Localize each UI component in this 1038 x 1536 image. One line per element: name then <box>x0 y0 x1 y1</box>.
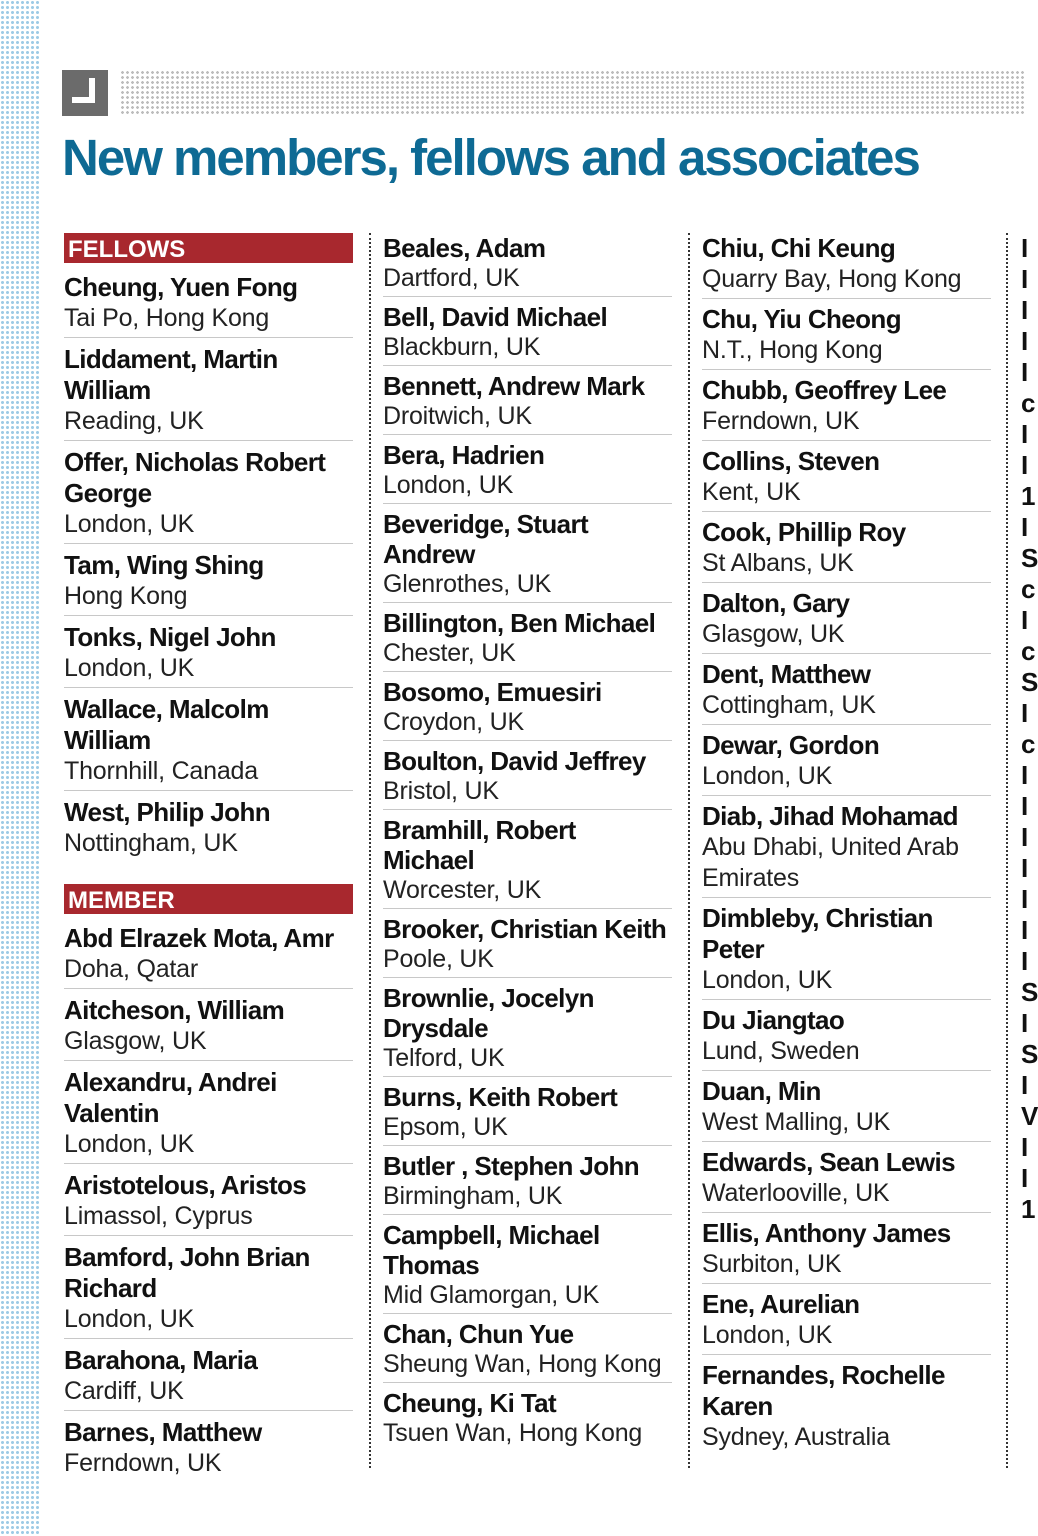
entry-location: Ferndown, UK <box>64 1449 222 1477</box>
entry-location: West Malling, UK <box>702 1108 891 1136</box>
entry-location: Bristol, UK <box>383 777 499 805</box>
entry-name: Bennett, Andrew Mark <box>383 371 645 401</box>
entry-location: Poole, UK <box>383 945 494 973</box>
list-item <box>383 233 672 297</box>
list-item <box>64 272 353 338</box>
list-item <box>702 1289 991 1355</box>
corner-arrow-icon <box>62 70 108 116</box>
cutoff-stub: I <box>1021 295 1029 325</box>
entry-name: Edwards, Sean Lewis <box>702 1147 956 1177</box>
list-item <box>383 1082 672 1146</box>
list-item <box>64 923 353 989</box>
list-item <box>383 983 672 1077</box>
column-divider <box>1006 233 1008 1468</box>
list-item <box>383 815 672 909</box>
list-item <box>702 375 991 441</box>
column-2 <box>383 233 672 1473</box>
entry-location: Epsom, UK <box>383 1113 508 1141</box>
entry-location: Worcester, UK <box>383 876 542 904</box>
entry-location: London, UK <box>702 966 833 994</box>
entry-location: London, UK <box>702 1321 833 1349</box>
list-item <box>702 517 991 583</box>
cutoff-stub: S <box>1021 1039 1038 1069</box>
entry-location: Reading, UK <box>64 407 204 435</box>
column-4-cutoff <box>1021 233 1038 1473</box>
entry-name: Offer, Nicholas Robert George <box>64 447 326 508</box>
cutoff-stub: I <box>1021 605 1029 635</box>
column-divider <box>688 233 690 1468</box>
entry-location: Sydney, Australia <box>702 1423 890 1451</box>
list-item <box>64 622 353 688</box>
entry-location: Glenrothes, UK <box>383 570 552 598</box>
cutoff-stub: I <box>1021 1163 1029 1193</box>
fellows-list <box>64 272 353 862</box>
list-item <box>702 446 991 512</box>
entry-location: Telford, UK <box>383 1044 505 1072</box>
list-item <box>64 1417 353 1482</box>
entry-name: Dewar, Gordon <box>702 730 880 760</box>
entry-location: Cardiff, UK <box>64 1377 184 1405</box>
entry-name: Fernandes, Rochelle Karen <box>702 1360 945 1421</box>
list-item <box>64 550 353 616</box>
list-item <box>383 440 672 504</box>
cutoff-stub: I <box>1021 915 1029 945</box>
cutoff-stub: I <box>1021 698 1029 728</box>
entry-name: Campbell, Michael Thomas <box>383 1220 600 1280</box>
entry-location: London, UK <box>702 762 833 790</box>
entry-name: Duan, Min <box>702 1076 821 1106</box>
entry-location: Glasgow, UK <box>702 620 845 648</box>
list-item <box>702 588 991 654</box>
cutoff-stub: I <box>1021 1132 1029 1162</box>
entry-name: Dalton, Gary <box>702 588 850 618</box>
entry-location: Hong Kong <box>64 582 188 610</box>
list-item <box>64 1345 353 1411</box>
list-item <box>64 447 353 544</box>
list-item <box>64 1242 353 1339</box>
cutoff-stub: S <box>1021 667 1038 697</box>
entry-name: Chu, Yiu Cheong <box>702 304 901 334</box>
entry-name: Brooker, Christian Keith <box>383 914 667 944</box>
entry-location: Quarry Bay, Hong Kong <box>702 265 962 293</box>
entry-name: Alexandru, Andrei Valentin <box>64 1067 277 1128</box>
cutoff-stub: I <box>1021 419 1029 449</box>
list-item <box>383 1319 672 1383</box>
section-header-fellows: FELLOWS <box>64 233 353 263</box>
entry-name: Wallace, Malcolm William <box>64 694 269 755</box>
list-item <box>702 304 991 370</box>
entry-location: Sheung Wan, Hong Kong <box>383 1350 662 1378</box>
cutoff-stubs <box>1021 233 1038 1225</box>
list-item <box>383 1388 672 1451</box>
entry-location: Chester, UK <box>383 639 516 667</box>
cutoff-stub: V <box>1021 1101 1038 1131</box>
cutoff-stub: I <box>1021 791 1029 821</box>
entry-location: Abu Dhabi, United Arab Emirates <box>702 833 959 892</box>
list-item <box>702 659 991 725</box>
list-item <box>702 1360 991 1456</box>
entry-name: Cook, Phillip Roy <box>702 517 906 547</box>
entry-name: Bamford, John Brian Richard <box>64 1242 310 1303</box>
list-item <box>383 1151 672 1215</box>
entry-location: Dartford, UK <box>383 264 520 292</box>
list-item <box>702 1076 991 1142</box>
entry-location: Birmingham, UK <box>383 1182 563 1210</box>
page-title: New members, fellows and associates <box>62 129 919 186</box>
entry-name: Bramhill, Robert Michael <box>383 815 576 875</box>
cutoff-stub: I <box>1021 264 1029 294</box>
list-item <box>64 995 353 1061</box>
entry-location: Waterlooville, UK <box>702 1179 890 1207</box>
entry-name: Beveridge, Stuart Andrew <box>383 509 589 569</box>
entry-location: Glasgow, UK <box>64 1027 207 1055</box>
entry-name: Barahona, Maria <box>64 1345 258 1375</box>
members-list <box>383 233 672 1451</box>
entry-name: Chubb, Geoffrey Lee <box>702 375 947 405</box>
cutoff-stub: I <box>1021 512 1029 542</box>
entry-name: Cheung, Yuen Fong <box>64 272 298 302</box>
list-item <box>64 797 353 862</box>
column-1 <box>64 233 353 1477</box>
cutoff-stub: I <box>1021 1008 1029 1038</box>
entry-name: Bosomo, Emuesiri <box>383 677 602 707</box>
entry-location: London, UK <box>64 654 195 682</box>
entry-name: West, Philip John <box>64 797 271 827</box>
entry-location: Limassol, Cyprus <box>64 1202 253 1230</box>
entry-name: Dent, Matthew <box>702 659 871 689</box>
cutoff-stub: I <box>1021 946 1029 976</box>
cutoff-stub: c <box>1021 574 1036 604</box>
entry-name: Du Jiangtao <box>702 1005 845 1035</box>
entry-name: Brownlie, Jocelyn Drysdale <box>383 983 594 1043</box>
cutoff-stub: I <box>1021 1070 1029 1100</box>
entry-location: Lund, Sweden <box>702 1037 860 1065</box>
entry-location: Surbiton, UK <box>702 1250 842 1278</box>
header-dot-band <box>120 70 1024 116</box>
cutoff-stub: 1 <box>1021 1194 1036 1224</box>
cutoff-stub: I <box>1021 760 1029 790</box>
cutoff-stub: S <box>1021 977 1038 1007</box>
entry-name: Bera, Hadrien <box>383 440 545 470</box>
list-item <box>702 1147 991 1213</box>
entry-name: Dimbleby, Christian Peter <box>702 903 933 964</box>
entry-name: Tam, Wing Shing <box>64 550 264 580</box>
entry-name: Aitcheson, William <box>64 995 285 1025</box>
entry-location: Croydon, UK <box>383 708 524 736</box>
list-item <box>383 608 672 672</box>
list-item <box>383 746 672 810</box>
entry-location: London, UK <box>64 510 195 538</box>
list-item <box>64 344 353 441</box>
section-header-member: MEMBER <box>64 884 353 914</box>
entry-location: N.T., Hong Kong <box>702 336 883 364</box>
entry-name: Beales, Adam <box>383 233 546 263</box>
entry-name: Tonks, Nigel John <box>64 622 276 652</box>
entry-location: London, UK <box>64 1305 195 1333</box>
entry-location: Droitwich, UK <box>383 402 532 430</box>
cutoff-stub: c <box>1021 729 1036 759</box>
entry-name: Liddament, Martin William <box>64 344 278 405</box>
column-3 <box>702 233 991 1473</box>
list-item <box>702 233 991 299</box>
cutoff-stub: 1 <box>1021 481 1036 511</box>
entry-name: Abd Elrazek Mota, Amr <box>64 923 334 953</box>
entry-location: Thornhill, Canada <box>64 757 258 785</box>
entry-location: London, UK <box>383 471 514 499</box>
list-item <box>702 903 991 1000</box>
entry-location: Doha, Qatar <box>64 955 198 983</box>
entry-name: Ene, Aurelian <box>702 1289 860 1319</box>
entry-name: Bell, David Michael <box>383 302 608 332</box>
list-item <box>383 1220 672 1314</box>
entry-location: Blackburn, UK <box>383 333 541 361</box>
cutoff-stub: I <box>1021 357 1029 387</box>
list-item <box>383 302 672 366</box>
list-item <box>383 371 672 435</box>
entry-name: Aristotelous, Aristos <box>64 1170 307 1200</box>
list-item <box>383 509 672 603</box>
list-item <box>383 677 672 741</box>
entry-location: Kent, UK <box>702 478 801 506</box>
cutoff-stub: I <box>1021 326 1029 356</box>
entry-location: Tsuen Wan, Hong Kong <box>383 1419 643 1447</box>
cutoff-stub: c <box>1021 636 1036 666</box>
entry-name: Chan, Chun Yue <box>383 1319 574 1349</box>
entry-location: St Albans, UK <box>702 549 854 577</box>
list-item <box>702 1005 991 1071</box>
cutoff-stub: I <box>1021 884 1029 914</box>
entry-location: Cottingham, UK <box>702 691 876 719</box>
entry-location: Ferndown, UK <box>702 407 860 435</box>
members-list <box>702 233 991 1456</box>
list-item <box>383 914 672 978</box>
entry-location: Nottingham, UK <box>64 829 238 857</box>
entry-name: Cheung, Ki Tat <box>383 1388 557 1418</box>
entry-name: Collins, Steven <box>702 446 880 476</box>
entry-name: Diab, Jihad Mohamad <box>702 801 958 831</box>
entry-name: Barnes, Matthew <box>64 1417 262 1447</box>
entry-location: Mid Glamorgan, UK <box>383 1281 600 1309</box>
cutoff-stub: c <box>1021 388 1036 418</box>
cutoff-stub: I <box>1021 853 1029 883</box>
list-item <box>64 694 353 791</box>
left-dot-strip <box>0 0 40 1536</box>
list-item <box>702 801 991 898</box>
column-divider <box>369 233 371 1468</box>
entry-name: Billington, Ben Michael <box>383 608 656 638</box>
entry-location: Tai Po, Hong Kong <box>64 304 270 332</box>
entry-name: Boulton, David Jeffrey <box>383 746 646 776</box>
cutoff-stub: I <box>1021 450 1029 480</box>
entry-location: London, UK <box>64 1130 195 1158</box>
list-item <box>702 730 991 796</box>
list-item <box>702 1218 991 1284</box>
cutoff-stub: I <box>1021 233 1029 263</box>
members-list <box>64 923 353 1482</box>
entry-name: Chiu, Chi Keung <box>702 233 896 263</box>
list-item <box>64 1170 353 1236</box>
list-item <box>64 1067 353 1164</box>
entry-name: Burns, Keith Robert <box>383 1082 618 1112</box>
cutoff-stub: S <box>1021 543 1038 573</box>
entry-name: Ellis, Anthony James <box>702 1218 951 1248</box>
entry-name: Butler , Stephen John <box>383 1151 640 1181</box>
cutoff-stub: I <box>1021 822 1029 852</box>
